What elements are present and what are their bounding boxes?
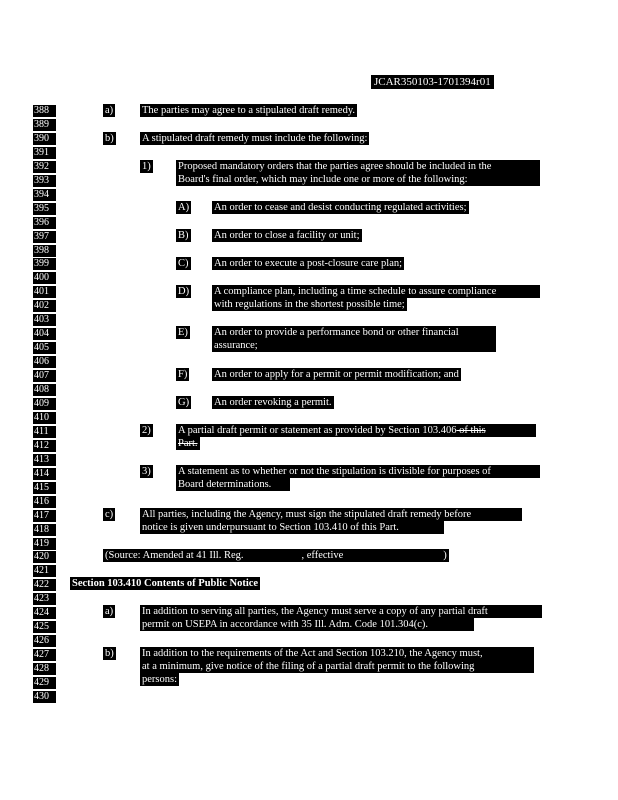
line-number: 393 (33, 175, 56, 187)
line-number: 389 (33, 119, 56, 131)
line-number: 390 (33, 133, 56, 145)
line-number: 416 (33, 496, 56, 508)
section-item-text-b-line1: In addition to the requirements of the Act and Section 103.210, the Agency must, (140, 647, 534, 660)
line-number: 392 (33, 161, 56, 173)
line-number: 401 (33, 286, 56, 298)
source-note-effective: , effective (301, 550, 344, 561)
item-label-C: C) (178, 258, 189, 269)
line-number: 414 (33, 468, 56, 480)
line-number: 410 (33, 412, 56, 424)
item-text-E-line1: An order to provide a performance bond or other financial (212, 326, 496, 339)
line-number: 423 (33, 593, 56, 605)
item-text-b1-line1: Proposed mandatory orders that the parties agree should be included in the (176, 160, 540, 173)
line-number: 408 (33, 384, 56, 396)
line-number: 403 (33, 314, 56, 326)
item-text-b2-line2: Part. (178, 438, 198, 449)
line-number: 394 (33, 189, 56, 201)
line-number: 397 (33, 231, 56, 243)
line-number: 428 (33, 663, 56, 675)
line-number: 430 (33, 691, 56, 703)
section-item-label-a: a) (105, 606, 114, 617)
line-number: 411 (33, 426, 56, 438)
section-item-text-a-line2: permit on USEPA in accordance with 35 Ill. Adm. Code 101.304(c). (140, 618, 474, 631)
item-label-A: A) (178, 202, 190, 213)
line-number: 391 (33, 147, 56, 159)
source-note (103, 549, 449, 562)
line-number: 409 (33, 398, 56, 410)
item-text-D-line1: A compliance plan, including a time schedule to assure compliance (212, 285, 540, 298)
line-number: 406 (33, 356, 56, 368)
item-text-c-line1: All parties, including the Agency, must sign the stipulated draft remedy before (140, 508, 522, 521)
line-number: 412 (33, 440, 56, 452)
section-item-text-a-line1: In addition to serving all parties, the Agency must serve a copy of any partial draft (140, 605, 542, 618)
item-text-D-line2: with regulations in the shortest possible time; (214, 299, 405, 310)
item-text-A: An order to cease and desist conducting regulated activities; (214, 202, 467, 213)
item-text-b1-line2: Board's final order, which may include one or more of the following: (176, 173, 540, 186)
line-number: 396 (33, 217, 56, 229)
document-id: JCAR350103-1701394r01 (371, 75, 494, 89)
line-number: 422 (33, 579, 56, 591)
line-number: 395 (33, 203, 56, 215)
line-number: 398 (33, 245, 56, 257)
item-text-a: The parties may agree to a stipulated draft remedy. (142, 105, 356, 116)
line-number: 421 (33, 565, 56, 577)
item-text-b3-line1: A statement as to whether or not the stipulation is divisible for purposes of (176, 465, 540, 478)
line-number: 427 (33, 649, 56, 661)
line-number: 400 (33, 272, 56, 284)
section-item-text-b-line2: at a minimum, give notice of the filing of a partial draft permit to the following (140, 660, 534, 673)
line-number: 388 (33, 105, 56, 117)
item-text-C: An order to execute a post-closure care plan; (214, 258, 403, 269)
item-label-F: F) (178, 369, 188, 380)
item-label-b2: 2) (142, 425, 151, 436)
item-label-B: B) (178, 230, 189, 241)
line-number: 419 (33, 538, 56, 550)
line-number: 426 (33, 635, 56, 647)
line-number: 405 (33, 342, 56, 354)
line-number: 417 (33, 510, 56, 522)
item-label-D: D) (178, 286, 190, 297)
line-number: 413 (33, 454, 56, 466)
source-note-close: ) (443, 550, 447, 561)
section-heading: Section 103.410 Contents of Public Notice (72, 578, 259, 589)
item-label-G: G) (178, 397, 190, 408)
item-text-F: An order to apply for a permit or permit modification; and (214, 369, 459, 380)
line-number: 429 (33, 677, 56, 689)
item-label-b: b) (105, 133, 114, 144)
item-text-B: An order to close a facility or unit; (214, 230, 360, 241)
item-text-b2-struck: of this (456, 425, 486, 436)
item-label-b1: 1) (142, 161, 151, 172)
line-number: 404 (33, 328, 56, 340)
item-text-c-line2: notice is given underpursuant to Section 103.410 of this Part. (140, 521, 444, 534)
line-number: 418 (33, 524, 56, 536)
item-label-a: a) (105, 105, 114, 116)
line-number: 424 (33, 607, 56, 619)
section-item-label-b: b) (105, 648, 114, 659)
item-text-b3-line2: Board determinations. (176, 478, 290, 491)
item-label-c: c) (105, 509, 114, 520)
item-text-b2-line1 (176, 424, 536, 437)
item-text-b: A stipulated draft remedy must include the following: (142, 133, 368, 144)
item-text-b2-kept: A partial draft permit or statement as provided by Section 103.406 (178, 425, 457, 436)
section-item-text-b-line3: persons: (142, 674, 177, 685)
item-label-E: E) (178, 327, 188, 338)
line-number: 407 (33, 370, 56, 382)
line-number: 399 (33, 258, 56, 270)
item-label-b3: 3) (142, 466, 151, 477)
item-text-G: An order revoking a permit. (214, 397, 332, 408)
item-text-E-line2: assurance; (212, 339, 496, 352)
source-note-amended: (Source: Amended at 41 Ill. Reg. (105, 550, 244, 561)
line-number: 420 (33, 551, 56, 563)
line-number: 425 (33, 621, 56, 633)
line-number: 402 (33, 300, 56, 312)
line-number: 415 (33, 482, 56, 494)
